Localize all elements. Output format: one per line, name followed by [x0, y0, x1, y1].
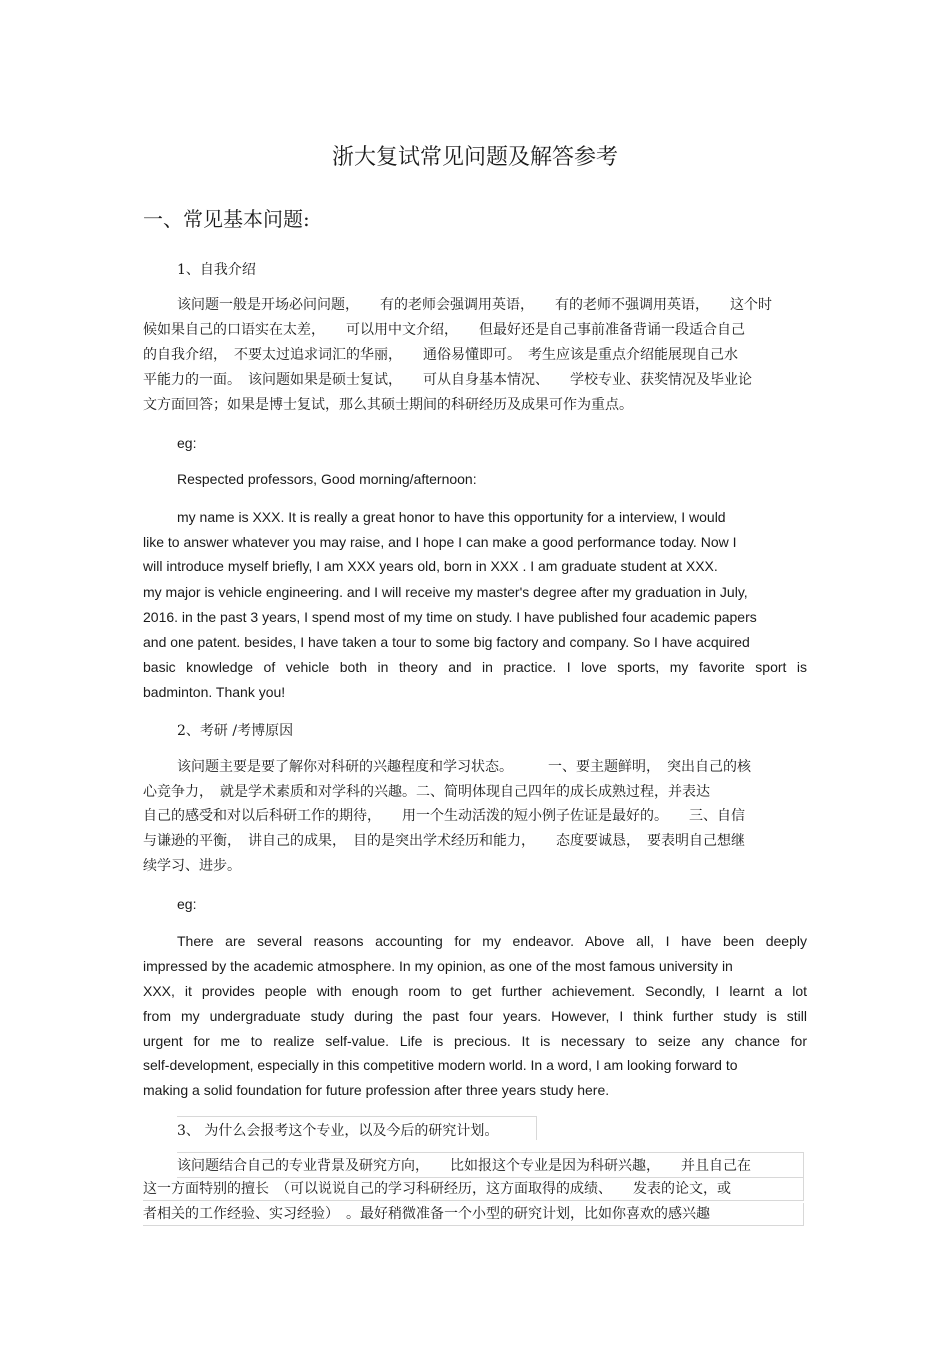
english-line: urgent for me to realize self-value. Life is precious. It is necessary to seize any chance for — [143, 1033, 807, 1049]
paragraph-line: 自己的感受和对以后科研工作的期待， 用一个生动活泼的短小例子佐证是最好的。 三、自信 — [143, 808, 745, 824]
english-line: self-development, especially in this competitive modern world. In a word, I am looking forward to — [143, 1057, 738, 1073]
paragraph-line: 心竞争力， 就是学术素质和对学科的兴趣。二、简明体现自己四年的成长成熟过程，并表达 — [143, 784, 710, 800]
question-heading-3: 3、 为什么会报考这个专业，以及今后的研究计划。 — [177, 1116, 537, 1140]
paragraph-line: 者相关的工作经验、实习经验） 。最好稍微准备一个小型的研究计划，比如你喜欢的感兴趣 — [143, 1203, 804, 1226]
english-line: my major is vehicle engineering. and I will receive my master's degree after my graduation in July, — [143, 584, 748, 600]
paragraph-line: 候如果自己的口语实在太差， 可以用中文介绍， 但最好还是自己事前准备背诵一段适合自己 — [143, 322, 745, 338]
section-heading: 一、常见基本问题: — [143, 207, 310, 231]
english-line: basic knowledge of vehicle both in theory and in practice. I love sports, my favorite sport is — [143, 659, 807, 675]
english-line: from my undergraduate study during the past four years. However, I think further study is still — [143, 1008, 807, 1024]
english-line: There are several reasons accounting for my endeavor. Above all, I have been deeply — [177, 933, 807, 949]
english-line: XXX, it provides people with enough room to get further achievement. Secondly, I learnt a lot — [143, 983, 807, 999]
english-line: 2016. in the past 3 years, I spend most of my time on study. I have published four academic papers — [143, 609, 757, 625]
eg-label: eg: — [177, 896, 197, 912]
english-line: my name is XXX. It is really a great honor to have this opportunity for a interview, I would — [177, 509, 726, 525]
english-line: badminton. Thank you! — [143, 684, 286, 700]
greeting-line: Respected professors, Good morning/afternoon: — [177, 471, 477, 487]
paragraph-line: 该问题一般是开场必问问题， 有的老师会强调用英语， 有的老师不强调用英语， 这个时 — [177, 297, 772, 313]
paragraph-line: 平能力的一面。 该问题如果是硕士复试， 可从自身基本情况、 学校专业、获奖情况及毕业论 — [143, 372, 752, 388]
english-line: impressed by the academic atmosphere. In my opinion, as one of the most famous university in — [143, 958, 733, 974]
question-heading-1: 1、自我介绍 — [177, 262, 256, 278]
paragraph-line: 该问题主要是要了解你对科研的兴趣程度和学习状态。 一、要主题鲜明， 突出自己的核 — [177, 759, 751, 775]
question-heading-2: 2、考研 /考博原因 — [177, 723, 294, 739]
english-line: and one patent. besides, I have taken a tour to some big factory and company. So I have acquired — [143, 634, 750, 650]
paragraph-line: 续学习、进步。 — [143, 858, 241, 874]
paragraph-line: 文方面回答；如果是博士复试，那么其硕士期间的科研经历及成果可作为重点。 — [143, 397, 633, 413]
paragraph-line: 该问题结合自己的专业背景及研究方向， 比如报这个专业是因为科研兴趣， 并且自己在 — [177, 1152, 804, 1178]
paragraph-line: 的自我介绍， 不要太过追求词汇的华丽， 通俗易懂即可。 考生应该是重点介绍能展现自己水 — [143, 347, 738, 363]
english-line: like to answer whatever you may raise, and I hope I can make a good performance today. Now I — [143, 534, 737, 550]
paragraph-line: 这一方面特别的擅长 （可以说说自己的学习科研经历，这方面取得的成绩、 发表的论文，或 — [143, 1178, 804, 1201]
eg-label: eg: — [177, 435, 197, 451]
page-title: 浙大复试常见问题及解答参考 — [331, 145, 618, 170]
english-line: making a solid foundation for future profession after three years study here. — [143, 1082, 610, 1098]
paragraph-line: 与谦逊的平衡， 讲自己的成果， 目的是突出学术经历和能力， 态度要诚恳， 要表明自己想继 — [143, 833, 745, 849]
english-line: will introduce myself briefly, I am XXX years old, born in XXX . I am graduate student at XXX. — [143, 558, 718, 574]
